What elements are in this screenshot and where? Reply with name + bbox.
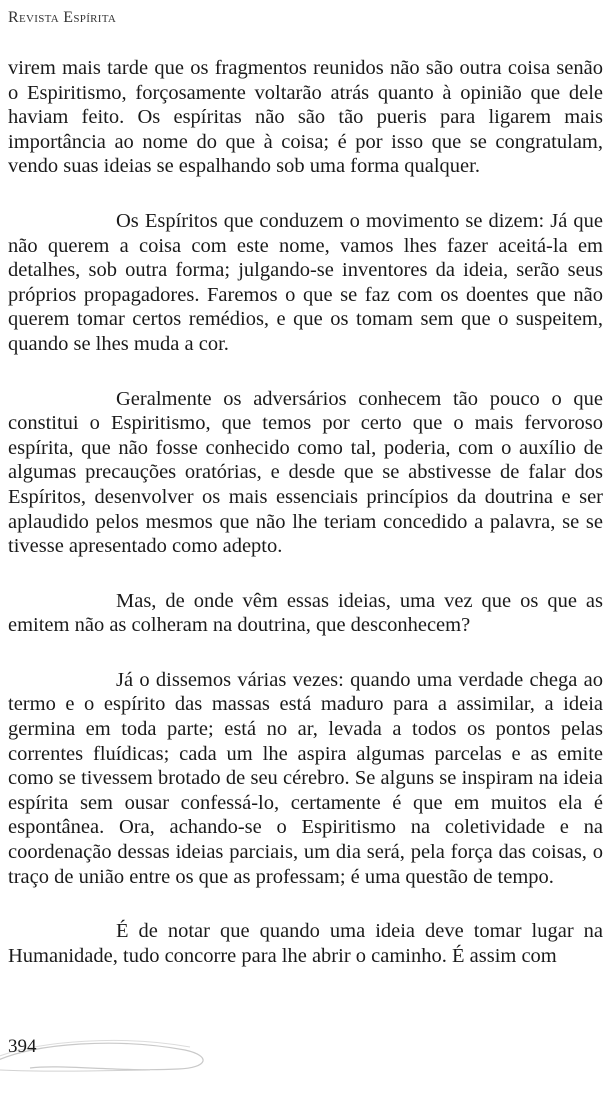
page-body [8, 56, 603, 968]
paragraph-continued: virem mais tarde que os fragmentos reunidos não são outra coisa senão o Espiritismo, forçosamente voltarão atrás quanto à opinião que dele haviam feito. Os espíritas não são tão pueris para ligarem mais importância ao nome do que à coisa; é por isso que se congratulam, vendo suas ideias se espalhando sob uma forma qualquer. [8, 57, 603, 178]
paragraph: É de notar que quando uma ideia deve tomar lugar na Humanidade, tudo concorre para lhe abrir o caminho. É assim com [8, 920, 603, 967]
paragraph: Mas, de onde vêm essas ideias, uma vez que os que as emitem não as colheram na doutrina, que desconhecem? [8, 589, 603, 637]
paragraph: Geralmente os adversários conhecem tão pouco o que constitui o Espiritismo, que temos por certo que o mais fervoroso espírita, que não fosse conhecido como tal, poderia, com o auxílio de algumas precauções oratórias, e desde que se abstivesse de falar dos Espíritos, desenvolver os mais essenciais princípios da doutrina e ser aplaudido pelos mesmos que não lhe teriam concedido a palavra, se se tivesse apresentado como adepto. [8, 387, 603, 558]
page-number: 394 [8, 1036, 37, 1057]
running-header: Revista Espírita [8, 9, 117, 26]
paragraph: Já o dissemos várias vezes: quando uma verdade chega ao termo e o espírito das massas está maduro para a assimilar, a ideia germina em toda parte; está no ar, levada a todos os pontos pelas correntes fluídicas; cada um lhe aspira algumas parcelas e as emite como se tivessem brotado de seu cérebro. Se alguns se inspiram na ideia espírita sem ousar confessá-lo, certamente é que em muitos ela é espontânea. Ora, achando-se o Espiritismo na coletividade e na coordenação dessas ideias parciais, um dia será, pela força das coisas, o traço de união entre os que as professam; é uma questão de tempo. [8, 668, 603, 888]
paragraph: Os Espíritos que conduzem o movimento se dizem: Já que não querem a coisa com este nome, vamos lhes fazer aceitá-la em detalhes, sob outra forma; julgando-se inventores da ideia, serão seus próprios propagadores. Faremos o que se faz com os doentes que não querem tomar certos remédios, e que os tomam sem que o suspeitem, quando se lhes muda a cor. [8, 209, 603, 355]
